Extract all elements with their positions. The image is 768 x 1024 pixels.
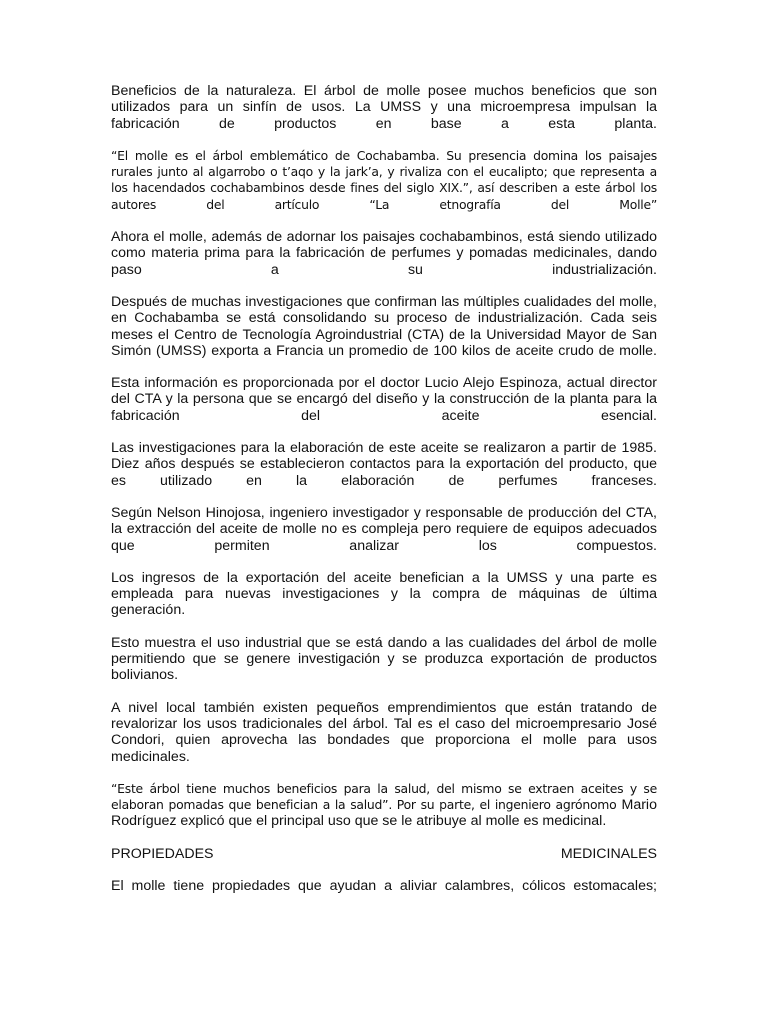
section-heading-right: MEDICINALES bbox=[560, 845, 657, 862]
section-heading-left: PROPIEDADES bbox=[111, 845, 214, 862]
paragraph-emprendimientos: A nivel local también existen pequeños emprendimientos que están tratando de revalorizar los usos tradicionales del árbol. Tal es el caso del microempresario José Condori, quien aprovecha las bondades que proporciona el molle para usos medicinales. bbox=[111, 699, 657, 765]
quote-salud: “Este árbol tiene muchos beneficios para la salud, del mismo se extraen aceites y se elaboran pomadas que benefician a la salud”. Por su parte, el ingeniero agrónomo bbox=[111, 780, 657, 813]
paragraph-uso-industrial: Esto muestra el uso industrial que se está dando a las cualidades del árbol de molle permitiendo que se genere investigación y se produzca exportación de productos bolivianos. bbox=[111, 634, 657, 684]
paragraph-intro: Beneficios de la naturaleza. El árbol de molle posee muchos beneficios que son utilizados para un sinfín de usos. La UMSS y una microempresa impulsan la fabricación de productos en base a esta planta. bbox=[111, 83, 657, 132]
section-heading bbox=[111, 846, 657, 862]
paragraph-quote-salud bbox=[111, 781, 657, 830]
paragraph-propiedades: El molle tiene propiedades que ayudan a aliviar calambres, cólicos estomacales; bbox=[111, 877, 657, 894]
paragraph-director: Esta información es proporcionada por el doctor Lucio Alejo Espinoza, actual director del CTA y la persona que se encargó del diseño y la construcción de la planta para la fabricación del aceite esencial. bbox=[111, 375, 657, 424]
paragraph-ingresos: Los ingresos de la exportación del aceite benefician a la UMSS y una parte es empleada para nuevas investigaciones y la compra de máquinas de última generación. bbox=[111, 569, 657, 619]
paragraph-industrializacion: Ahora el molle, además de adornar los paisajes cochabambinos, está siendo utilizado como materia prima para la fabricación de perfumes y pomadas medicinales, dando paso a su industrialización. bbox=[111, 229, 657, 278]
rodriguez-text: Mario Rodríguez explicó que el principal uso que se le atribuye al molle es medicinal. bbox=[111, 797, 657, 830]
paragraph-hinojosa: Según Nelson Hinojosa, ingeniero investigador y responsable de producción del CTA, la extracción del aceite de molle no es compleja pero requiere de equipos adecuados que permiten analizar los compuestos. bbox=[111, 504, 657, 554]
paragraph-investigaciones: Las investigaciones para la elaboración de este aceite se realizaron a partir de 1985. Diez años después se establecieron contactos para la exportación del producto, que es utilizado en la elaboración de perfumes franceses. bbox=[111, 440, 657, 489]
document-page bbox=[111, 83, 657, 910]
paragraph-exportacion: Después de muchas investigaciones que confirman las múltiples cualidades del molle, en Cochabamba se está consolidando su proceso de industrialización. Cada seis meses el Centro de Tecnología Agroindustrial (CTA) de la Universidad Mayor de San Simón (UMSS) exporta a Francia un promedio de 100 kilos de aceite crudo de molle. bbox=[111, 293, 657, 359]
paragraph-quote-etnografia: “El molle es el árbol emblemático de Cochabamba. Su presencia domina los paisajes rurales junto al algarrobo o t’aqo y la jark’a, y rivaliza con el eucalipto; que representa a los hacendados cochabambinos desde fines del siglo XIX.”, así describen a este árbol los autores del artículo “La etnografía del Molle” bbox=[111, 147, 657, 212]
